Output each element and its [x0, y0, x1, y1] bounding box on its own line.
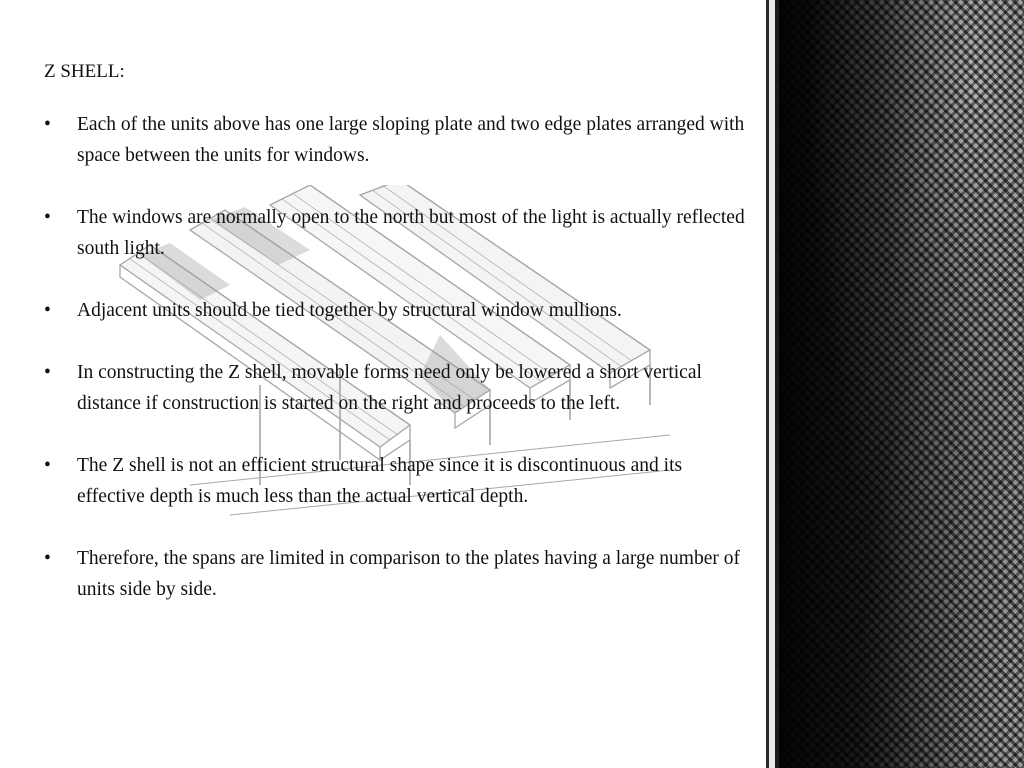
decorative-mesh-panel [779, 0, 1024, 768]
list-item [44, 450, 754, 512]
list-item [44, 109, 754, 171]
bullet-text: The Z shell is not an efficient structural shape since it is discontinuous and its effective depth is much less than the actual vertical depth. [77, 455, 683, 507]
bullet-marker: • [44, 300, 51, 321]
bullet-marker: • [44, 207, 51, 228]
list-item [44, 295, 754, 326]
bullet-marker: • [44, 114, 51, 135]
slide-heading: Z SHELL: [44, 61, 125, 82]
list-item [44, 357, 754, 419]
bullet-text: The windows are normally open to the north but most of the light is actually reflected south light. [77, 207, 745, 259]
mesh-texture [779, 0, 1024, 768]
list-item [44, 202, 754, 264]
bullet-list [44, 109, 754, 605]
bullet-text: Adjacent units should be tied together by structural window mullions. [77, 300, 622, 321]
bullet-marker: • [44, 455, 51, 476]
bullet-text: Therefore, the spans are limited in comparison to the plates having a large number of units side by side. [77, 548, 740, 600]
bullet-marker: • [44, 362, 51, 383]
slide-text-block [44, 56, 754, 636]
bullet-marker: • [44, 548, 51, 569]
bullet-text: Each of the units above has one large sloping plate and two edge plates arranged with space between the units for windows. [77, 114, 745, 166]
list-item [44, 543, 754, 605]
bullet-text: In constructing the Z shell, movable forms need only be lowered a short vertical distance if construction is started on the right and proceeds to the left. [77, 362, 702, 414]
